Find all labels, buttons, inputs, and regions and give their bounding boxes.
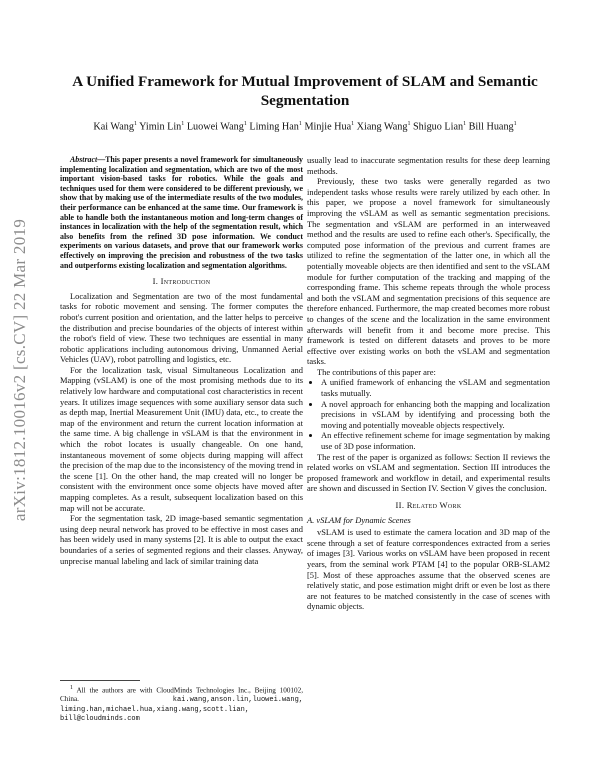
affil-mark: 1 xyxy=(463,121,467,127)
right-column xyxy=(307,155,550,612)
list-item: • A novel approach for enhancing both the mapping and localization precisions in vSLAM by identifying and processing both the moving and potentially moveable objects respectively. xyxy=(321,399,550,431)
affil-mark: 1 xyxy=(351,121,355,127)
paragraph: For the localization task, visual Simultaneous Localization and Mapping (vSLAM) is one of the most promising methods due to its relatively low hardware and computational cost characteristics in recent years. It utilizes image sequences with some auxiliary sensor data such as depth map, Inertial Measurement Unit (IMU) data, etc., to create the map of the environment and return the current location information at the same time. A big challenge in vSLAM is that the environment in which the robot locates is usually changeable. On one hand, instantaneous movement of some objects during mapping will affect the precision of the map due to the inconsistency of the moving trend in the scene [1]. On the other hand, the map created will no longer be consistent with the environment once some objects have moved after mapping completes. As a result, subsequent localization based on this map will not be accurate. xyxy=(60,364,303,513)
paragraph: Previously, these two tasks were generally regarded as two independent tasks whose results were rarely utilized by each other. In this paper, we propose a novel framework for simultaneously improving the vSLAM as well as semantic segmentation precisions. The segmentation and vSLAM are performed in an interweaved method and the results are used to refine each other's. Specifically, the computed pose information of the previous and current frames are utilized to refine the segmentation of the latter one, in which all the potentially moveable objects are then identified and sent to the vSLAM module for further computation of the tracking and mapping of the corresponding frame. This scheme repeats through the whole process and both the vSLAM and segmentation precisions of this sequence are therefore enhanced. Furthermore, the map created becomes more robust to changes of the scene and the localization in the same environment afterwards will benefit from it and become more precise. This framework is tested on different datasets and proves to be more effective over existing works on both the vSLAM and segmentation tasks. xyxy=(307,176,550,367)
abstract-label: Abstract xyxy=(70,155,98,164)
affil-mark: 1 xyxy=(513,121,517,127)
arxiv-stamp xyxy=(8,200,32,540)
paragraph: usually lead to inaccurate segmentation results for these deep learning methods. xyxy=(307,155,550,176)
footnote xyxy=(60,680,303,724)
abstract-text: —This paper presents a novel framework for simultaneously implementing localization and segmentation, which are two of the most important vision-based tasks for robotics. While the goals and techniques used for them were considered to be different previously, we show that by making use of the intermediate results of the two modules, their performance can be enhanced at the same time. Our framework is able to handle both the instantaneous motion and long-term changes of instances in localization with the help of the segmentation result, which also benefits from the refined 3D pose information. We conduct experiments on various datasets, and prove that our framework works effectively on improving the precision and robustness of the two tasks and outperforms existing localization and segmentation algorithms. xyxy=(60,155,303,270)
paragraph: For the segmentation task, 2D image-based semantic segmentation using deep neural network has proved to be effective in most cases and has been widely used in many systems [2]. It is able to output the exact boundaries of a series of segmented regions and their classes. Anyway, unprecise manual labeling and lack of similar training data xyxy=(60,513,303,566)
paper-title: A Unified Framework for Mutual Improvement of SLAM and Semantic Segmentation xyxy=(72,73,538,109)
affil-mark: 1 xyxy=(133,121,137,127)
affil-mark: 1 xyxy=(243,121,247,127)
author: Liming Han xyxy=(249,121,299,133)
paragraph: The contributions of this paper are: xyxy=(317,366,436,377)
section-heading-introduction: I. Introduction xyxy=(152,276,211,287)
author: Yimin Lin xyxy=(139,121,182,133)
list-item: • A unified framework of enhancing the vSLAM and segmentation tasks mutually. xyxy=(321,377,550,398)
footnote-text: All the authors are with CloudMinds Technologies Inc., Beijing 100102, China. xyxy=(60,686,303,703)
affil-mark: 1 xyxy=(298,121,302,127)
footnote-rule xyxy=(60,680,140,681)
arxiv-stamp-text: arXiv:1812.10016v2 [cs.CV] 22 Mar 2019 xyxy=(10,218,29,522)
paragraph: vSLAM is used to estimate the camera location and 3D map of the scene through a set of feature correspondences extracted from a series of images [3]. Various works on vSLAM have been proposed in recent years, from the seminal work PTAM [4] to the popular ORB-SLAM2 [5]. Most of these approaches assume that the observed scenes are relatively static, and pose estimation might drift or even be lost as there are not features to be matched consistently in the case of scenes with dynamic objects. xyxy=(307,527,550,612)
footnote-mark: 1 xyxy=(70,685,73,691)
list-item: • An effective refinement scheme for image segmentation by making use of 3D pose information. xyxy=(321,430,550,451)
left-column xyxy=(60,155,303,566)
paragraph: The rest of the paper is organized as follows: Section II reviews the related works on vSLAM and segmentation. Section III introduces the proposed framework and workflow in detail, and experimental results are shown and discussed in Section IV. Section V gives the conclusion. xyxy=(307,451,550,494)
section-heading-related-work: II. Related Work xyxy=(395,500,462,510)
author: Xiang Wang xyxy=(356,121,408,133)
contribution-list xyxy=(307,377,550,451)
paragraph: Localization and Segmentation are two of the most fundamental tasks for robotic movement and sensing. The former computes the robot's current position and orientation, and the latter helps to perceive the distribution and precise boundaries of the objects of interest within the robot's field of view. These two techniques are essential in many robotic applications including autonomous driving, Unmanned Aerial Vehicles (UAV), robot patrolling and logistics, etc. xyxy=(60,290,303,365)
affil-mark: 1 xyxy=(181,121,185,127)
author: Shiguo Lian xyxy=(413,121,464,133)
author: Kai Wang xyxy=(93,121,134,133)
author: Minjie Hua xyxy=(304,121,352,133)
author: Bill Huang xyxy=(468,121,514,133)
subsection-heading: A. vSLAM for Dynamic Scenes xyxy=(307,514,411,525)
footnote-emails: kai.wang,anson.lin,luowei.wang, liming.han,michael.hua,xiang.wang,scott.lian, bill@cloudminds.com xyxy=(60,695,303,724)
author: Luowei Wang xyxy=(186,121,244,133)
affil-mark: 1 xyxy=(407,121,411,127)
abstract xyxy=(60,155,303,270)
author-list xyxy=(60,121,550,132)
